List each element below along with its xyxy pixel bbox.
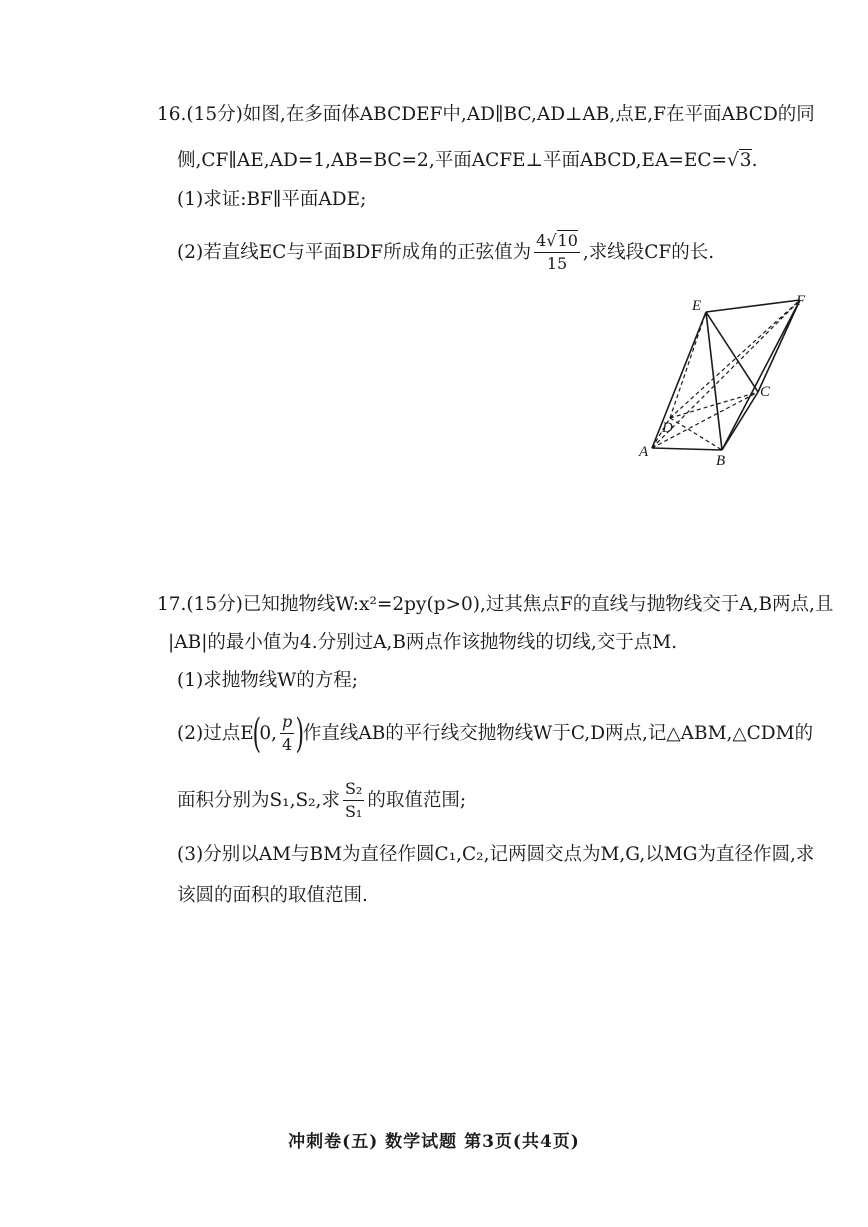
area-ratio-fraction: $\frac{\text{S₂}}{\text{S₁}}$ xyxy=(344,779,363,822)
sqrt-3: √3 xyxy=(727,150,752,171)
q17-line1: 17.(15分)已知抛物线W:x²=2py(p>0),过其焦点F的直线与抛物线交于A,B两点,且 xyxy=(157,594,834,615)
q16-line2-text: 侧,CF∥AE,AD=1,AB=BC=2,平面ACFE⊥平面ABCD,EA=EC= xyxy=(177,150,727,171)
p-over-4-fraction: $\frac{p}{4}$ xyxy=(281,712,293,755)
q16-line2: 侧,CF∥AE,AD=1,AB=BC=2,平面ACFE⊥平面ABCD,EA=EC=√3. xyxy=(177,150,758,171)
q17-part2: (2)过点E ( 0, $\frac{p}{4}$ ) 作直线AB的平行线交抛物线W于C,D两点,记△ABM,△CDM的 xyxy=(177,710,814,757)
hidden-edges xyxy=(652,300,800,450)
q16-part1: (1)求证:BF∥平面ADE; xyxy=(177,189,367,210)
q17-part2-line2: 面积分别为S₁,S₂,求 $\frac{\text{S₂}}{\text{S₁}}$ 的取值范围; xyxy=(177,779,467,822)
label-E: E xyxy=(692,298,702,314)
label-C: C xyxy=(760,384,771,400)
q17-line2: |AB|的最小值为4.分别过A,B两点作该抛物线的切线,交于点M. xyxy=(168,632,678,653)
polyhedron-figure xyxy=(630,292,810,470)
label-A: A xyxy=(639,444,649,460)
q17-part1: (1)求抛物线W的方程; xyxy=(177,670,358,691)
q16-part2: (2)若直线EC与平面BDF所成角的正弦值为 $\frac{4√10}{15}$ ,求线段CF的长. xyxy=(177,231,715,274)
q16-line1: 16.(15分)如图,在多面体ABCDEF中,AD∥BC,AD⊥AB,点E,F在平面ABCD的同 xyxy=(157,104,815,125)
label-D: D xyxy=(662,420,673,436)
q17-part3-line2: 该圆的面积的取值范围. xyxy=(177,885,368,906)
label-B: B xyxy=(716,453,726,469)
q17-part3-line1: (3)分别以AM与BM为直径作圆C₁,C₂,记两圆交点为M,G,以MG为直径作圆,求 xyxy=(177,844,815,865)
page-footer: 冲刺卷(五) 数学试题 第3页(共4页) xyxy=(288,1132,580,1152)
sine-fraction: $\frac{4√10}{15}$ xyxy=(536,231,578,274)
label-F: F xyxy=(796,293,806,309)
